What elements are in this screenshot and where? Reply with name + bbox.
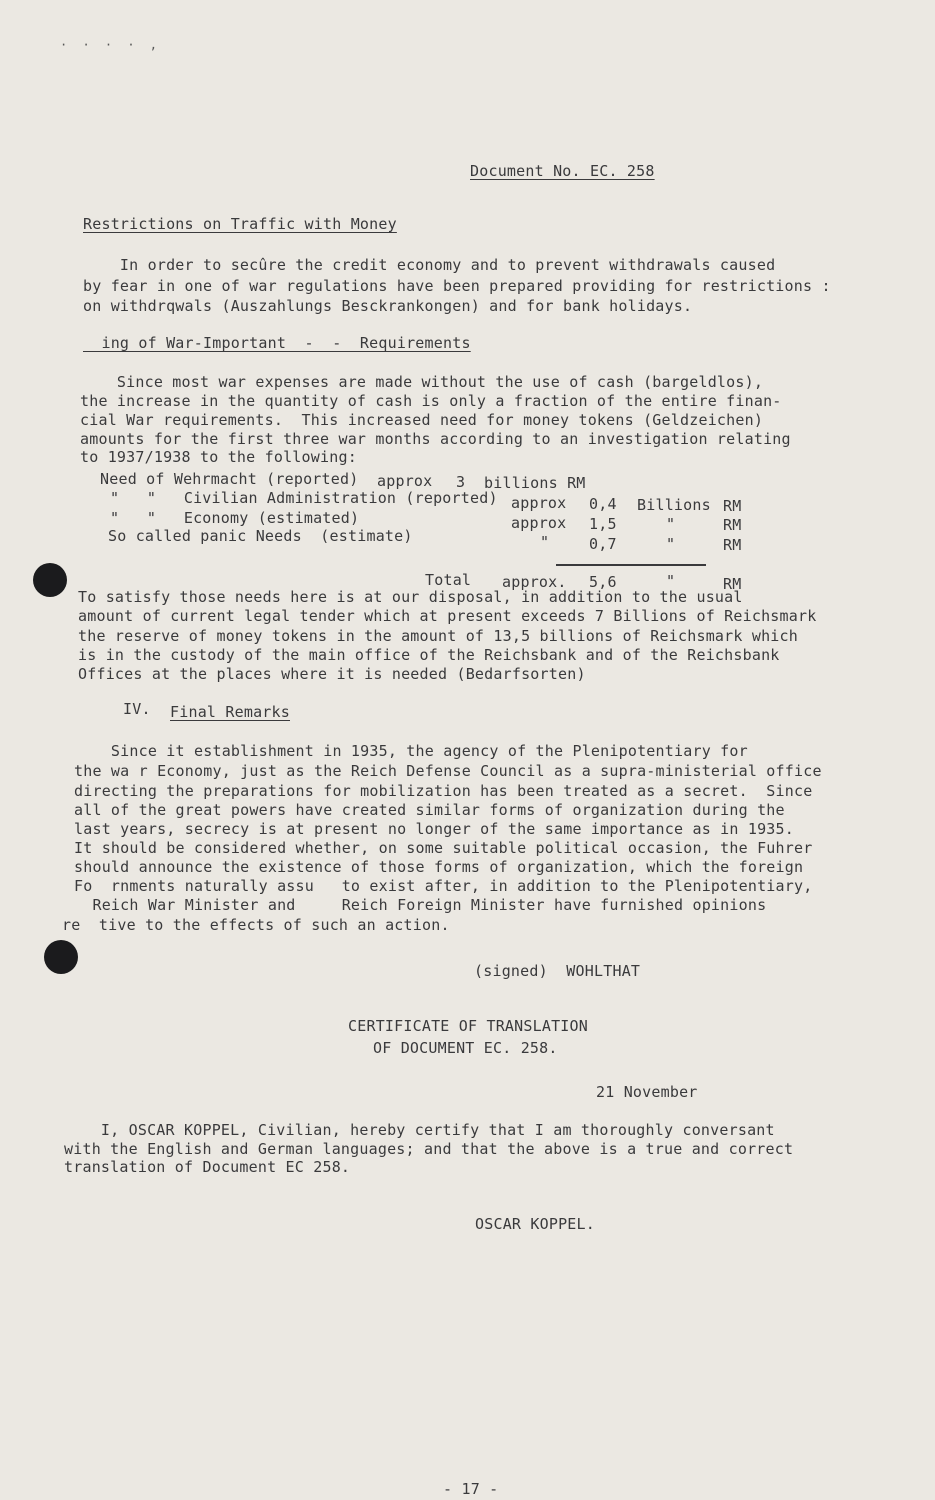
section-heading-final-remarks: Final Remarks <box>170 703 290 721</box>
stray-marks: · · · · , <box>60 38 162 52</box>
total-label: Total <box>425 571 472 589</box>
paragraph-line: should announce the existence of those forms of organization, which the foreign <box>74 858 804 876</box>
need-approx: approx <box>377 472 433 490</box>
need-value: 1,5 <box>589 515 617 533</box>
paragraph-line: is in the custody of the main office of the Reichsbank and of the Reichsbank <box>78 646 780 664</box>
paragraph-line: In order to secûre the credit economy and to prevent withdrawals caused <box>83 256 776 274</box>
need-approx: approx <box>511 514 567 532</box>
total-unit: " <box>666 572 676 590</box>
paragraph-line: by fear in one of war regulations have been prepared providing for restrictions : <box>83 277 831 295</box>
certificate-signature: OSCAR KOPPEL. <box>475 1215 595 1233</box>
paragraph-line: amounts for the first three war months according to an investigation relating <box>80 430 791 448</box>
paragraph-line: Since it establishment in 1935, the agency of the Plenipotentiary for <box>74 742 748 760</box>
need-currency: RM <box>723 536 742 554</box>
section-heading-restrictions: Restrictions on Traffic with Money <box>83 215 397 233</box>
need-currency: RM <box>723 516 742 534</box>
paragraph-line: Fo rnments naturally assu to exist after, in addition to the Plenipotentiary, <box>74 877 813 895</box>
paragraph-line: to 1937/1938 to the following: <box>80 448 357 466</box>
need-unit: " <box>666 535 676 553</box>
paragraph-line: It should be considered whether, on some suitable political occasion, the Fuhrer <box>74 839 813 857</box>
paragraph-line: the reserve of money tokens in the amount of 13,5 billions of Reichsmark which <box>78 627 798 645</box>
certificate-line: translation of Document EC 258. <box>64 1158 351 1176</box>
paragraph-line: the increase in the quantity of cash is only a fraction of the entire finan- <box>80 392 782 410</box>
certificate-title: CERTIFICATE OF TRANSLATION <box>348 1017 588 1035</box>
need-approx: approx <box>511 494 567 512</box>
paragraph-line: amount of current legal tender which at present exceeds 7 Billions of Reichsmark <box>78 607 817 625</box>
paragraph-line: last years, secrecy is at present no longer of the same importance as in 1935. <box>74 820 794 838</box>
punch-hole <box>33 563 67 597</box>
paragraph-line: To satisfy those needs here is at our disposal, in addition to the usual <box>78 588 743 606</box>
paragraph-line: directing the preparations for mobilization has been treated as a secret. Since <box>74 782 813 800</box>
paragraph-line: all of the great powers have created similar forms of organization during the <box>74 801 785 819</box>
need-label: So called panic Needs (estimate) <box>108 527 413 545</box>
certificate-line: I, OSCAR KOPPEL, Civilian, hereby certify that I am thoroughly conversant <box>64 1121 775 1139</box>
paragraph-line: re tive to the effects of such an action. <box>62 916 450 934</box>
need-label: " " Economy (estimated) <box>110 509 360 527</box>
need-currency: RM <box>723 497 742 515</box>
section-number: IV. <box>123 700 151 718</box>
need-value: 0,4 <box>589 495 617 513</box>
certificate-subtitle: OF DOCUMENT EC. 258. <box>373 1039 558 1057</box>
paragraph-line: Reich War Minister and Reich Foreign Minister have furnished opinions <box>74 896 767 914</box>
paragraph-line: Since most war expenses are made without the use of cash (bargeldlos), <box>80 373 764 391</box>
need-label: " " Civilian Administration (reported) <box>110 489 498 507</box>
certificate-line: with the English and German languages; and that the above is a true and correct <box>64 1140 794 1158</box>
document-number: Document No. EC. 258 <box>470 162 655 180</box>
need-unit: " <box>666 515 676 533</box>
paragraph-line: on withdrqwals (Auszahlungs Besckrankongen) and for bank holidays. <box>83 297 693 315</box>
signed-line: (signed) WOHLTHAT <box>474 962 641 980</box>
page-number: - 17 - <box>443 1480 499 1498</box>
total-approx: approx. <box>502 573 567 591</box>
total-rule <box>556 564 706 566</box>
need-unit: billions RM <box>484 474 586 492</box>
section-heading-war-requirements: ing of War-Important - - Requirements <box>83 334 471 352</box>
paragraph-line: Offices at the places where it is needed (Bedarfsorten) <box>78 665 586 683</box>
certificate-date: 21 November <box>596 1083 698 1101</box>
need-label: Need of Wehrmacht (reported) <box>100 470 359 488</box>
punch-hole <box>44 940 78 974</box>
need-value: 0,7 <box>589 535 617 553</box>
need-approx: " <box>540 533 550 551</box>
need-unit: Billions <box>637 496 711 514</box>
total-value: 5,6 <box>589 573 617 591</box>
paragraph-line: cial War requirements. This increased need for money tokens (Geldzeichen) <box>80 411 764 429</box>
total-currency: RM <box>723 575 742 593</box>
need-value: 3 <box>456 473 466 491</box>
paragraph-line: the wa r Economy, just as the Reich Defense Council as a supra-ministerial office <box>74 762 822 780</box>
